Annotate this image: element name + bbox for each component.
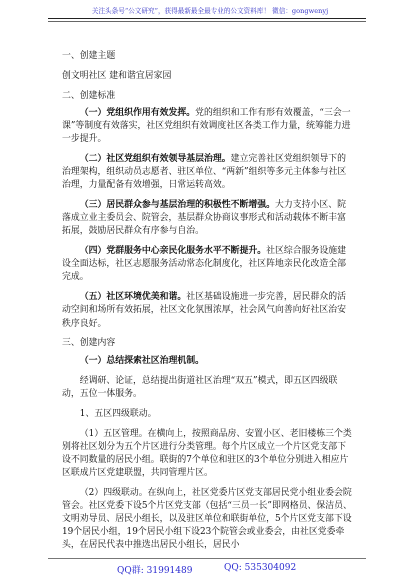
standard-paragraph-1: [62, 107, 352, 146]
content-paragraph-1: [62, 355, 352, 368]
standard-4-heading: （四）党群服务中心亲民化服务水平不断提升。: [79, 246, 267, 257]
standard-4-text: 社区综合服务设施建设全面达标，社区志愿服务活动常态化制度化，社区阵地亲民化改造全部完成。: [62, 246, 347, 283]
standard-paragraph-3: [62, 199, 352, 238]
content-paragraph-3: 1、五区四级联动。: [79, 408, 157, 419]
section-1-title: 一、创建主题: [62, 51, 116, 61]
page-header: [0, 6, 408, 36]
content-paragraph-2: 经调研、论证，总结提出街道社区治理“双五”模式，即五区四级联动，五位一体服务。: [62, 375, 338, 399]
header-rule-top: [48, 18, 366, 19]
content-paragraph-4: （1）五区管理。在横向上，按照商品房、安置小区、老旧楼栋三个类别将社区划分为五个片区进行分类管理。每个片区成立一个片区党支部下设不同数量的居民小组。联街的7个单位和驻区的3个单位分别进入相应片区联成片区党建联盟，共同管理片区。: [62, 428, 352, 478]
section-2-title: 二、创建标准: [62, 90, 116, 101]
page-footer: [0, 562, 408, 576]
standard-1-text: 党的组织和工作有形有效覆盖，“三会一课”等制度有效落实，社区党组织有效调度社区各类工作力量，统筹能力进一步提升。: [62, 108, 351, 145]
footer-rule: [48, 558, 366, 559]
document-body: [62, 50, 352, 552]
footer-qq: QQ: 535304092: [224, 563, 297, 573]
standard-1-heading: （一）党组织作用有效发挥。: [79, 108, 196, 119]
section-1-text: 创文明社区 建和谐宜居家园: [62, 70, 172, 81]
standard-paragraph-4: [62, 245, 352, 284]
standard-2-text: 建立完善社区党组织领导下的治理架构，组织动员志愿者、驻区单位、“两新”组织等多元主体参与社区治理，力量配备有效增强，日常运转高效。: [62, 154, 347, 191]
footer-qq-group: QQ群: 31991489: [117, 566, 193, 576]
standard-5-text: 社区基础设施进一步完善，居民群众的活动空间和场所有效拓展，社区文化氛围浓厚，社会风气向善向好社区治安秩序良好。: [62, 292, 347, 329]
standard-3-text: 大力支持小区、院落成立业主委员会、院管会，基层群众协商议事形式和活动载体不断丰富拓展，鼓励居民群众有序参与自治。: [62, 200, 347, 237]
standard-3-heading: （三）居民群众参与基层治理的积极性不断增强。: [79, 200, 276, 211]
content-paragraph-5: （2）四级联动。在纵向上，社区党委片区党支部居民党小组业委会院管会。社区党委下设5个片区党支部（包括“三员一长”即网格员、保洁员、文明劝导员、居民小组长，以及驻区单位和联街单位，5个片区党支部下设19个居民小组，19个居民小组下设23个院管会或业委会，由社区党委牵头，在居民代表中推选出居民小组长，居民小: [62, 487, 352, 551]
standard-paragraph-5: [62, 291, 352, 330]
standard-paragraph-2: [62, 153, 352, 192]
standard-5-heading: （五）社区环境优美和谐。: [79, 292, 187, 303]
header-banner: 关注头条号“公文研究”，获得最新最全最专业的公文资料库！ 微信：gongwenyj: [91, 7, 329, 15]
section-3-title: 三、创建内容: [62, 338, 116, 349]
content-1-heading: （一）总结探索社区治理机制。: [79, 355, 205, 366]
header-rule-bottom: [48, 21, 366, 22]
standard-2-heading: （二）社区党组织有效领导基层治理。: [79, 154, 231, 165]
